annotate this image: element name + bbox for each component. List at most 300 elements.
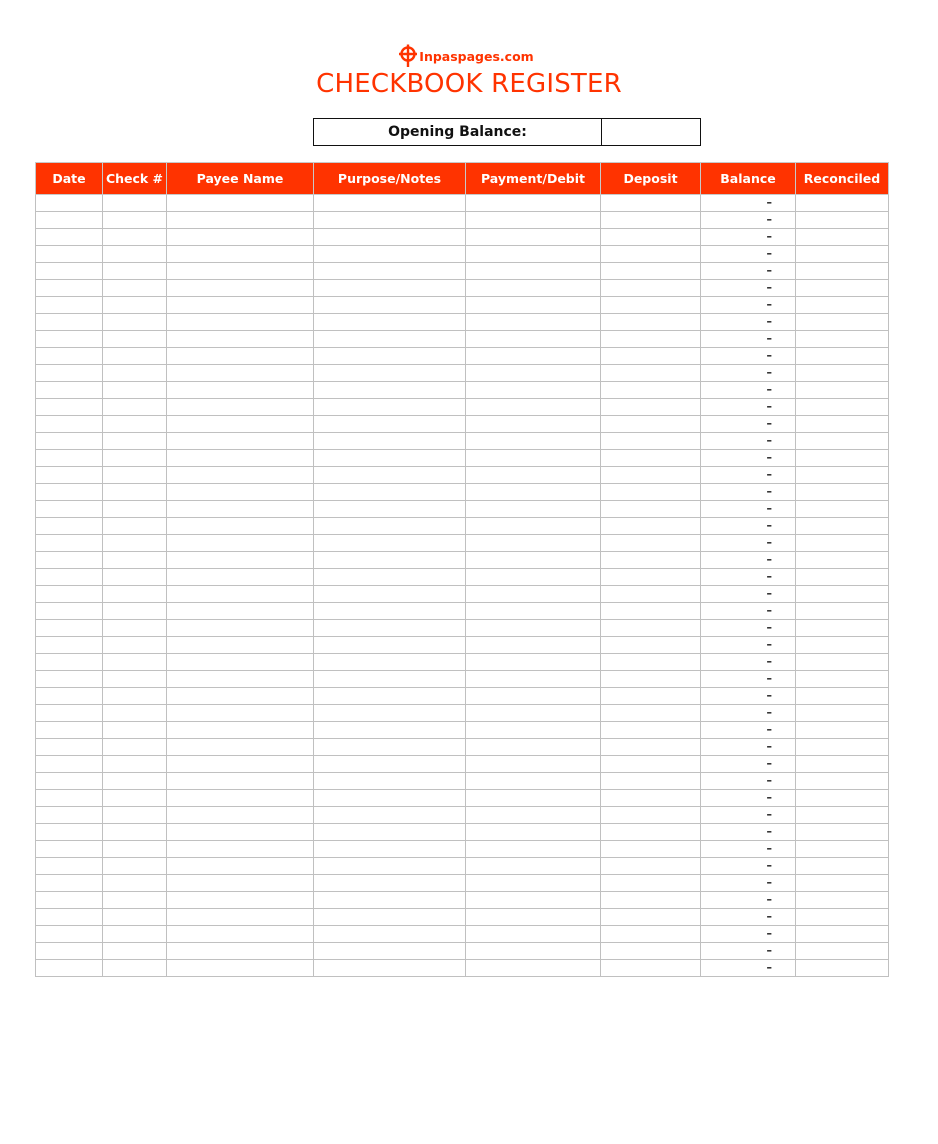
date-cell[interactable] (36, 671, 103, 688)
reconciled-cell[interactable] (796, 586, 889, 603)
purpose-notes-cell[interactable] (314, 943, 466, 960)
purpose-notes-cell[interactable] (314, 586, 466, 603)
date-cell[interactable] (36, 246, 103, 263)
payment-debit-cell[interactable] (466, 620, 601, 637)
date-cell[interactable] (36, 586, 103, 603)
payee-name-cell[interactable] (167, 280, 314, 297)
deposit-cell[interactable] (601, 348, 701, 365)
date-cell[interactable] (36, 926, 103, 943)
deposit-cell[interactable] (601, 501, 701, 518)
payee-name-cell[interactable] (167, 620, 314, 637)
payment-debit-cell[interactable] (466, 824, 601, 841)
check-number-cell[interactable] (103, 824, 167, 841)
payee-name-cell[interactable] (167, 365, 314, 382)
reconciled-cell[interactable] (796, 229, 889, 246)
opening-balance-input[interactable] (602, 119, 700, 145)
reconciled-cell[interactable] (796, 688, 889, 705)
payment-debit-cell[interactable] (466, 637, 601, 654)
deposit-cell[interactable] (601, 246, 701, 263)
check-number-cell[interactable] (103, 365, 167, 382)
payment-debit-cell[interactable] (466, 212, 601, 229)
purpose-notes-cell[interactable] (314, 416, 466, 433)
payee-name-cell[interactable] (167, 790, 314, 807)
date-cell[interactable] (36, 467, 103, 484)
payment-debit-cell[interactable] (466, 246, 601, 263)
check-number-cell[interactable] (103, 620, 167, 637)
check-number-cell[interactable] (103, 416, 167, 433)
payment-debit-cell[interactable] (466, 229, 601, 246)
check-number-cell[interactable] (103, 637, 167, 654)
check-number-cell[interactable] (103, 807, 167, 824)
reconciled-cell[interactable] (796, 331, 889, 348)
purpose-notes-cell[interactable] (314, 637, 466, 654)
payment-debit-cell[interactable] (466, 331, 601, 348)
reconciled-cell[interactable] (796, 433, 889, 450)
check-number-cell[interactable] (103, 773, 167, 790)
reconciled-cell[interactable] (796, 569, 889, 586)
payee-name-cell[interactable] (167, 671, 314, 688)
payment-debit-cell[interactable] (466, 773, 601, 790)
deposit-cell[interactable] (601, 586, 701, 603)
deposit-cell[interactable] (601, 433, 701, 450)
deposit-cell[interactable] (601, 331, 701, 348)
reconciled-cell[interactable] (796, 212, 889, 229)
purpose-notes-cell[interactable] (314, 722, 466, 739)
purpose-notes-cell[interactable] (314, 790, 466, 807)
deposit-cell[interactable] (601, 450, 701, 467)
purpose-notes-cell[interactable] (314, 841, 466, 858)
check-number-cell[interactable] (103, 722, 167, 739)
reconciled-cell[interactable] (796, 722, 889, 739)
date-cell[interactable] (36, 637, 103, 654)
payment-debit-cell[interactable] (466, 722, 601, 739)
deposit-cell[interactable] (601, 722, 701, 739)
deposit-cell[interactable] (601, 263, 701, 280)
payment-debit-cell[interactable] (466, 858, 601, 875)
payment-debit-cell[interactable] (466, 943, 601, 960)
check-number-cell[interactable] (103, 450, 167, 467)
date-cell[interactable] (36, 229, 103, 246)
deposit-cell[interactable] (601, 773, 701, 790)
check-number-cell[interactable] (103, 280, 167, 297)
deposit-cell[interactable] (601, 280, 701, 297)
deposit-cell[interactable] (601, 943, 701, 960)
deposit-cell[interactable] (601, 739, 701, 756)
deposit-cell[interactable] (601, 552, 701, 569)
deposit-cell[interactable] (601, 671, 701, 688)
payee-name-cell[interactable] (167, 892, 314, 909)
date-cell[interactable] (36, 416, 103, 433)
reconciled-cell[interactable] (796, 382, 889, 399)
check-number-cell[interactable] (103, 518, 167, 535)
payment-debit-cell[interactable] (466, 399, 601, 416)
date-cell[interactable] (36, 943, 103, 960)
purpose-notes-cell[interactable] (314, 960, 466, 977)
reconciled-cell[interactable] (796, 892, 889, 909)
purpose-notes-cell[interactable] (314, 382, 466, 399)
check-number-cell[interactable] (103, 501, 167, 518)
purpose-notes-cell[interactable] (314, 331, 466, 348)
payment-debit-cell[interactable] (466, 739, 601, 756)
payee-name-cell[interactable] (167, 382, 314, 399)
purpose-notes-cell[interactable] (314, 263, 466, 280)
date-cell[interactable] (36, 756, 103, 773)
deposit-cell[interactable] (601, 195, 701, 212)
purpose-notes-cell[interactable] (314, 603, 466, 620)
purpose-notes-cell[interactable] (314, 926, 466, 943)
reconciled-cell[interactable] (796, 824, 889, 841)
reconciled-cell[interactable] (796, 841, 889, 858)
payment-debit-cell[interactable] (466, 909, 601, 926)
reconciled-cell[interactable] (796, 620, 889, 637)
payee-name-cell[interactable] (167, 858, 314, 875)
date-cell[interactable] (36, 212, 103, 229)
payee-name-cell[interactable] (167, 535, 314, 552)
purpose-notes-cell[interactable] (314, 501, 466, 518)
purpose-notes-cell[interactable] (314, 518, 466, 535)
payment-debit-cell[interactable] (466, 790, 601, 807)
purpose-notes-cell[interactable] (314, 348, 466, 365)
payee-name-cell[interactable] (167, 246, 314, 263)
payment-debit-cell[interactable] (466, 195, 601, 212)
reconciled-cell[interactable] (796, 739, 889, 756)
check-number-cell[interactable] (103, 535, 167, 552)
payee-name-cell[interactable] (167, 433, 314, 450)
reconciled-cell[interactable] (796, 875, 889, 892)
deposit-cell[interactable] (601, 365, 701, 382)
purpose-notes-cell[interactable] (314, 739, 466, 756)
payee-name-cell[interactable] (167, 807, 314, 824)
reconciled-cell[interactable] (796, 535, 889, 552)
payee-name-cell[interactable] (167, 756, 314, 773)
date-cell[interactable] (36, 875, 103, 892)
reconciled-cell[interactable] (796, 756, 889, 773)
payment-debit-cell[interactable] (466, 518, 601, 535)
payment-debit-cell[interactable] (466, 586, 601, 603)
reconciled-cell[interactable] (796, 960, 889, 977)
payee-name-cell[interactable] (167, 263, 314, 280)
payment-debit-cell[interactable] (466, 280, 601, 297)
reconciled-cell[interactable] (796, 807, 889, 824)
check-number-cell[interactable] (103, 246, 167, 263)
payee-name-cell[interactable] (167, 501, 314, 518)
reconciled-cell[interactable] (796, 484, 889, 501)
check-number-cell[interactable] (103, 399, 167, 416)
reconciled-cell[interactable] (796, 705, 889, 722)
date-cell[interactable] (36, 892, 103, 909)
deposit-cell[interactable] (601, 297, 701, 314)
purpose-notes-cell[interactable] (314, 297, 466, 314)
payment-debit-cell[interactable] (466, 892, 601, 909)
check-number-cell[interactable] (103, 739, 167, 756)
payment-debit-cell[interactable] (466, 535, 601, 552)
purpose-notes-cell[interactable] (314, 569, 466, 586)
payment-debit-cell[interactable] (466, 841, 601, 858)
check-number-cell[interactable] (103, 841, 167, 858)
date-cell[interactable] (36, 824, 103, 841)
check-number-cell[interactable] (103, 484, 167, 501)
payee-name-cell[interactable] (167, 195, 314, 212)
payment-debit-cell[interactable] (466, 297, 601, 314)
payment-debit-cell[interactable] (466, 552, 601, 569)
payee-name-cell[interactable] (167, 416, 314, 433)
check-number-cell[interactable] (103, 348, 167, 365)
purpose-notes-cell[interactable] (314, 484, 466, 501)
payment-debit-cell[interactable] (466, 348, 601, 365)
payee-name-cell[interactable] (167, 654, 314, 671)
deposit-cell[interactable] (601, 484, 701, 501)
check-number-cell[interactable] (103, 926, 167, 943)
deposit-cell[interactable] (601, 518, 701, 535)
payment-debit-cell[interactable] (466, 450, 601, 467)
date-cell[interactable] (36, 280, 103, 297)
date-cell[interactable] (36, 450, 103, 467)
reconciled-cell[interactable] (796, 773, 889, 790)
check-number-cell[interactable] (103, 212, 167, 229)
deposit-cell[interactable] (601, 382, 701, 399)
purpose-notes-cell[interactable] (314, 552, 466, 569)
payment-debit-cell[interactable] (466, 314, 601, 331)
payee-name-cell[interactable] (167, 467, 314, 484)
reconciled-cell[interactable] (796, 603, 889, 620)
check-number-cell[interactable] (103, 569, 167, 586)
check-number-cell[interactable] (103, 960, 167, 977)
check-number-cell[interactable] (103, 875, 167, 892)
payee-name-cell[interactable] (167, 875, 314, 892)
date-cell[interactable] (36, 654, 103, 671)
check-number-cell[interactable] (103, 603, 167, 620)
deposit-cell[interactable] (601, 569, 701, 586)
purpose-notes-cell[interactable] (314, 620, 466, 637)
date-cell[interactable] (36, 365, 103, 382)
payee-name-cell[interactable] (167, 552, 314, 569)
payee-name-cell[interactable] (167, 637, 314, 654)
reconciled-cell[interactable] (796, 671, 889, 688)
date-cell[interactable] (36, 620, 103, 637)
payment-debit-cell[interactable] (466, 926, 601, 943)
check-number-cell[interactable] (103, 671, 167, 688)
date-cell[interactable] (36, 603, 103, 620)
check-number-cell[interactable] (103, 382, 167, 399)
date-cell[interactable] (36, 705, 103, 722)
payment-debit-cell[interactable] (466, 603, 601, 620)
reconciled-cell[interactable] (796, 467, 889, 484)
date-cell[interactable] (36, 297, 103, 314)
reconciled-cell[interactable] (796, 195, 889, 212)
date-cell[interactable] (36, 688, 103, 705)
payee-name-cell[interactable] (167, 943, 314, 960)
deposit-cell[interactable] (601, 467, 701, 484)
payment-debit-cell[interactable] (466, 433, 601, 450)
reconciled-cell[interactable] (796, 280, 889, 297)
payment-debit-cell[interactable] (466, 756, 601, 773)
payee-name-cell[interactable] (167, 705, 314, 722)
reconciled-cell[interactable] (796, 909, 889, 926)
deposit-cell[interactable] (601, 229, 701, 246)
deposit-cell[interactable] (601, 960, 701, 977)
deposit-cell[interactable] (601, 875, 701, 892)
check-number-cell[interactable] (103, 892, 167, 909)
payee-name-cell[interactable] (167, 773, 314, 790)
date-cell[interactable] (36, 348, 103, 365)
deposit-cell[interactable] (601, 688, 701, 705)
payee-name-cell[interactable] (167, 331, 314, 348)
date-cell[interactable] (36, 433, 103, 450)
payment-debit-cell[interactable] (466, 467, 601, 484)
date-cell[interactable] (36, 195, 103, 212)
purpose-notes-cell[interactable] (314, 212, 466, 229)
deposit-cell[interactable] (601, 603, 701, 620)
reconciled-cell[interactable] (796, 552, 889, 569)
reconciled-cell[interactable] (796, 348, 889, 365)
check-number-cell[interactable] (103, 858, 167, 875)
check-number-cell[interactable] (103, 314, 167, 331)
deposit-cell[interactable] (601, 654, 701, 671)
date-cell[interactable] (36, 858, 103, 875)
payment-debit-cell[interactable] (466, 569, 601, 586)
date-cell[interactable] (36, 535, 103, 552)
check-number-cell[interactable] (103, 433, 167, 450)
date-cell[interactable] (36, 909, 103, 926)
purpose-notes-cell[interactable] (314, 314, 466, 331)
check-number-cell[interactable] (103, 705, 167, 722)
payment-debit-cell[interactable] (466, 960, 601, 977)
purpose-notes-cell[interactable] (314, 688, 466, 705)
date-cell[interactable] (36, 552, 103, 569)
date-cell[interactable] (36, 960, 103, 977)
payee-name-cell[interactable] (167, 739, 314, 756)
date-cell[interactable] (36, 569, 103, 586)
reconciled-cell[interactable] (796, 450, 889, 467)
reconciled-cell[interactable] (796, 943, 889, 960)
payee-name-cell[interactable] (167, 212, 314, 229)
reconciled-cell[interactable] (796, 314, 889, 331)
purpose-notes-cell[interactable] (314, 858, 466, 875)
reconciled-cell[interactable] (796, 246, 889, 263)
purpose-notes-cell[interactable] (314, 450, 466, 467)
deposit-cell[interactable] (601, 637, 701, 654)
purpose-notes-cell[interactable] (314, 909, 466, 926)
payee-name-cell[interactable] (167, 722, 314, 739)
purpose-notes-cell[interactable] (314, 399, 466, 416)
purpose-notes-cell[interactable] (314, 365, 466, 382)
payee-name-cell[interactable] (167, 484, 314, 501)
check-number-cell[interactable] (103, 688, 167, 705)
payee-name-cell[interactable] (167, 518, 314, 535)
reconciled-cell[interactable] (796, 399, 889, 416)
purpose-notes-cell[interactable] (314, 467, 466, 484)
payee-name-cell[interactable] (167, 569, 314, 586)
reconciled-cell[interactable] (796, 416, 889, 433)
purpose-notes-cell[interactable] (314, 807, 466, 824)
date-cell[interactable] (36, 314, 103, 331)
purpose-notes-cell[interactable] (314, 246, 466, 263)
deposit-cell[interactable] (601, 892, 701, 909)
date-cell[interactable] (36, 382, 103, 399)
deposit-cell[interactable] (601, 858, 701, 875)
purpose-notes-cell[interactable] (314, 773, 466, 790)
deposit-cell[interactable] (601, 909, 701, 926)
payment-debit-cell[interactable] (466, 688, 601, 705)
purpose-notes-cell[interactable] (314, 433, 466, 450)
reconciled-cell[interactable] (796, 926, 889, 943)
payee-name-cell[interactable] (167, 450, 314, 467)
reconciled-cell[interactable] (796, 297, 889, 314)
purpose-notes-cell[interactable] (314, 229, 466, 246)
reconciled-cell[interactable] (796, 654, 889, 671)
payment-debit-cell[interactable] (466, 501, 601, 518)
purpose-notes-cell[interactable] (314, 824, 466, 841)
date-cell[interactable] (36, 790, 103, 807)
reconciled-cell[interactable] (796, 501, 889, 518)
date-cell[interactable] (36, 331, 103, 348)
payee-name-cell[interactable] (167, 909, 314, 926)
purpose-notes-cell[interactable] (314, 875, 466, 892)
date-cell[interactable] (36, 722, 103, 739)
check-number-cell[interactable] (103, 943, 167, 960)
deposit-cell[interactable] (601, 212, 701, 229)
payee-name-cell[interactable] (167, 824, 314, 841)
date-cell[interactable] (36, 807, 103, 824)
date-cell[interactable] (36, 263, 103, 280)
payment-debit-cell[interactable] (466, 705, 601, 722)
deposit-cell[interactable] (601, 620, 701, 637)
deposit-cell[interactable] (601, 416, 701, 433)
check-number-cell[interactable] (103, 263, 167, 280)
date-cell[interactable] (36, 739, 103, 756)
payment-debit-cell[interactable] (466, 807, 601, 824)
payee-name-cell[interactable] (167, 297, 314, 314)
check-number-cell[interactable] (103, 654, 167, 671)
payee-name-cell[interactable] (167, 314, 314, 331)
purpose-notes-cell[interactable] (314, 671, 466, 688)
reconciled-cell[interactable] (796, 637, 889, 654)
reconciled-cell[interactable] (796, 790, 889, 807)
payment-debit-cell[interactable] (466, 484, 601, 501)
reconciled-cell[interactable] (796, 263, 889, 280)
payee-name-cell[interactable] (167, 603, 314, 620)
purpose-notes-cell[interactable] (314, 535, 466, 552)
purpose-notes-cell[interactable] (314, 892, 466, 909)
reconciled-cell[interactable] (796, 365, 889, 382)
payment-debit-cell[interactable] (466, 671, 601, 688)
deposit-cell[interactable] (601, 705, 701, 722)
check-number-cell[interactable] (103, 467, 167, 484)
reconciled-cell[interactable] (796, 858, 889, 875)
deposit-cell[interactable] (601, 790, 701, 807)
purpose-notes-cell[interactable] (314, 654, 466, 671)
deposit-cell[interactable] (601, 824, 701, 841)
payee-name-cell[interactable] (167, 399, 314, 416)
purpose-notes-cell[interactable] (314, 756, 466, 773)
payee-name-cell[interactable] (167, 960, 314, 977)
deposit-cell[interactable] (601, 841, 701, 858)
payment-debit-cell[interactable] (466, 654, 601, 671)
deposit-cell[interactable] (601, 535, 701, 552)
payment-debit-cell[interactable] (466, 875, 601, 892)
check-number-cell[interactable] (103, 297, 167, 314)
date-cell[interactable] (36, 841, 103, 858)
check-number-cell[interactable] (103, 331, 167, 348)
check-number-cell[interactable] (103, 586, 167, 603)
deposit-cell[interactable] (601, 756, 701, 773)
check-number-cell[interactable] (103, 756, 167, 773)
date-cell[interactable] (36, 399, 103, 416)
payee-name-cell[interactable] (167, 688, 314, 705)
payment-debit-cell[interactable] (466, 365, 601, 382)
check-number-cell[interactable] (103, 552, 167, 569)
payee-name-cell[interactable] (167, 841, 314, 858)
